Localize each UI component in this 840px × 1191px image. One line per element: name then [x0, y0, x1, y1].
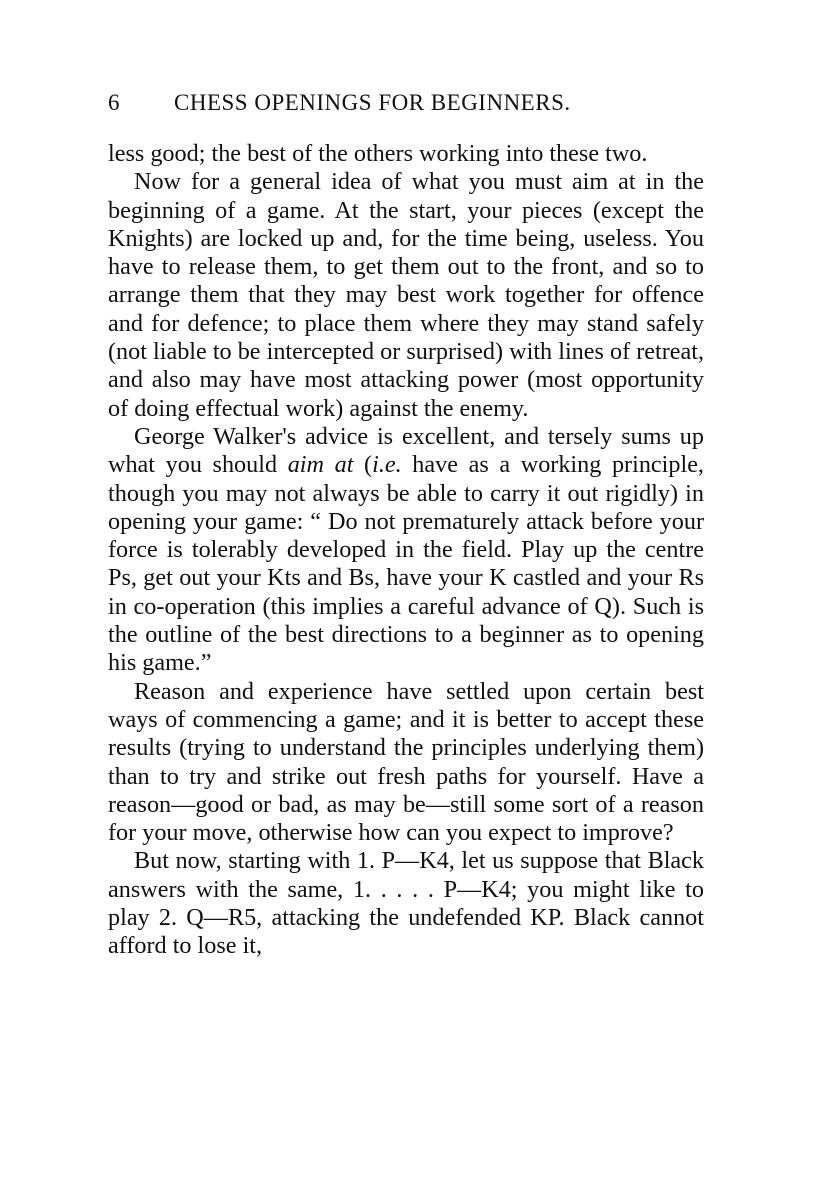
paragraph-george-walker	[108, 423, 704, 678]
paragraph-text-segment: George Walker's advice is excellent, and tersely sums up what you should	[108, 422, 704, 479]
italic-phrase-ie: i.e.	[372, 451, 402, 479]
body-text	[108, 140, 704, 961]
italic-phrase-aim-at: aim at	[287, 451, 354, 479]
paragraph-text-segment: (	[353, 451, 373, 479]
paragraph-reason-experience: Reason and experience have settled upon certain best ways of commencing a game; and it is better to accept these results (trying to understand the principles underlying them) than to try and strike out fresh paths for yourself. Have a reason—good or bad, as may be—still some sort of a reason for your move, otherwise how can you expect to improve?	[108, 677, 704, 847]
page-number: 6	[108, 90, 120, 115]
paragraph-general-idea: Now for a general idea of what you must aim at in the beginning of a game. At the start, your pieces (except the Knights) are locked up and, for the time being, useless. You have to release them, to get them out to the front, and so to arrange them that they may best work together for offence and for defence; to place them where they may stand safely (not liable to be intercepted or surprised) with lines of retreat, and also may have most attacking power (most opportunity of doing effectual work) against the enemy.	[108, 168, 704, 422]
paragraph-continuation: less good; the best of the others working into these two.	[108, 140, 648, 167]
paragraph-opening-moves: But now, starting with 1. P—K4, let us suppose that Black answers with the same, 1. . . . . P—K4; you might like to play 2. Q—R5, attacking the undefended KP. Black cannot afford to lose it,	[108, 847, 704, 960]
running-title: CHESS OPENINGS FOR BEGINNERS.	[174, 90, 571, 115]
running-header	[108, 86, 704, 120]
paragraph-text-segment: have as a working principle, though you may not always be able to carry it out rigidly) in opening your game: “ Do not prematurely attack before your force is tolerably developed in the field. Play up the centre Ps, get out your Kts and Bs, have your K castled and your Rs in co-operation (this implies a careful advance of Q). Such is the outline of the best directions to a beginner as to opening his game.”	[108, 451, 704, 677]
